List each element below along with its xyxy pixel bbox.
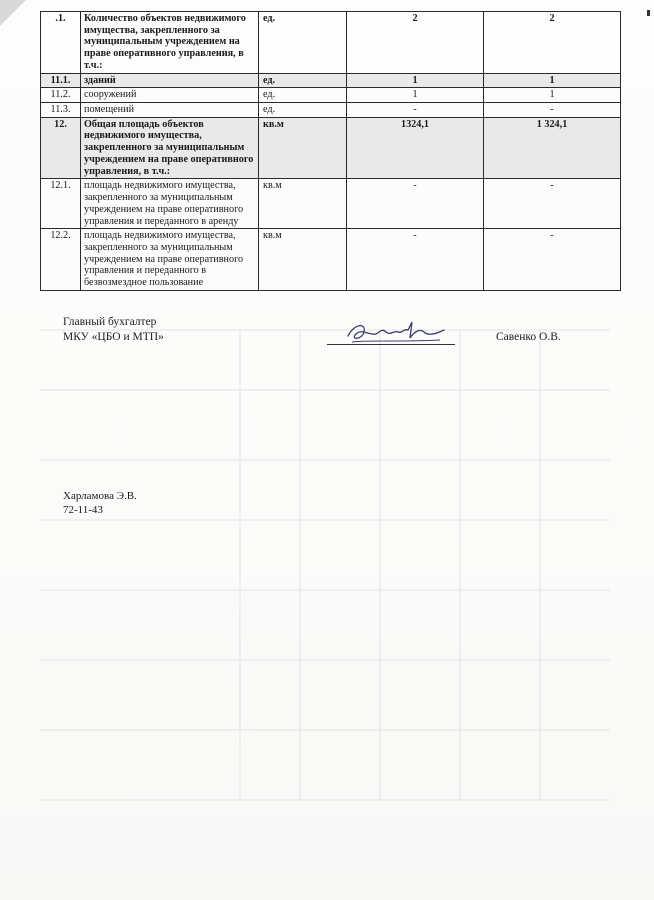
row-number-cell: 11.3. bbox=[41, 103, 81, 118]
table-row bbox=[41, 73, 621, 88]
row-value-2-cell: 1 bbox=[484, 73, 621, 88]
row-value-2-cell: 1 324,1 bbox=[484, 117, 621, 179]
table-row bbox=[41, 179, 621, 229]
row-value-1-cell: - bbox=[347, 229, 484, 291]
row-number-cell: 12.2. bbox=[41, 229, 81, 291]
executor-block bbox=[63, 489, 137, 518]
row-unit-cell: кв.м bbox=[259, 117, 347, 179]
table-row bbox=[41, 88, 621, 103]
row-value-1-cell: - bbox=[347, 179, 484, 229]
row-unit-cell: ед. bbox=[259, 88, 347, 103]
row-value-2-cell: - bbox=[484, 103, 621, 118]
table-row bbox=[41, 12, 621, 74]
signer-position: Главный бухгалтер bbox=[63, 316, 157, 328]
row-number-cell: 12.1. bbox=[41, 179, 81, 229]
row-value-1-cell: 1 bbox=[347, 88, 484, 103]
row-value-2-cell: - bbox=[484, 179, 621, 229]
row-unit-cell: кв.м bbox=[259, 179, 347, 229]
row-label-cell: Количество объектов недвижимого имущества, закрепленного за муниципальным учреждением на праве оперативного управления, в т.ч.: bbox=[81, 12, 259, 74]
row-value-2-cell: 1 bbox=[484, 88, 621, 103]
row-label-cell: зданий bbox=[81, 73, 259, 88]
row-number-cell: 12. bbox=[41, 117, 81, 179]
executor-name: Харламова Э.В. bbox=[63, 490, 137, 502]
property-table bbox=[40, 11, 621, 291]
row-value-1-cell: 1 bbox=[347, 73, 484, 88]
row-label-cell: площадь недвижимого имущества, закрепленного за муниципальным учреждением на праве оперативного управления и переданного в безвозмездное пользование bbox=[81, 229, 259, 291]
signer-organization: МКУ «ЦБО и МТП» bbox=[63, 330, 164, 343]
row-unit-cell: ед. bbox=[259, 12, 347, 74]
table-row bbox=[41, 103, 621, 118]
row-number-cell: 11.2. bbox=[41, 88, 81, 103]
row-value-1-cell: 2 bbox=[347, 12, 484, 74]
row-number-cell: .1. bbox=[41, 12, 81, 74]
executor-phone: 72-11-43 bbox=[63, 504, 103, 517]
row-number-cell: 11.1. bbox=[41, 73, 81, 88]
row-unit-cell: кв.м bbox=[259, 229, 347, 291]
table-row bbox=[41, 229, 621, 291]
row-unit-cell: ед. bbox=[259, 103, 347, 118]
signature-block bbox=[63, 315, 164, 345]
row-value-1-cell: 1324,1 bbox=[347, 117, 484, 179]
row-label-cell: помещений bbox=[81, 103, 259, 118]
table-row bbox=[41, 117, 621, 179]
row-unit-cell: ед. bbox=[259, 73, 347, 88]
signature-line bbox=[327, 344, 455, 345]
row-label-cell: сооружений bbox=[81, 88, 259, 103]
row-value-2-cell: - bbox=[484, 229, 621, 291]
row-label-cell: площадь недвижимого имущества, закрепленного за муниципальным учреждением на праве оперативного управления и переданного в аренду bbox=[81, 179, 259, 229]
row-value-1-cell: - bbox=[347, 103, 484, 118]
signer-name: Савенко О.В. bbox=[496, 331, 561, 343]
row-label-cell: Общая площадь объектов недвижимого имущества, закрепленного за муниципальным учреждением на праве оперативного управления, в т.ч.: bbox=[81, 117, 259, 179]
row-value-2-cell: 2 bbox=[484, 12, 621, 74]
